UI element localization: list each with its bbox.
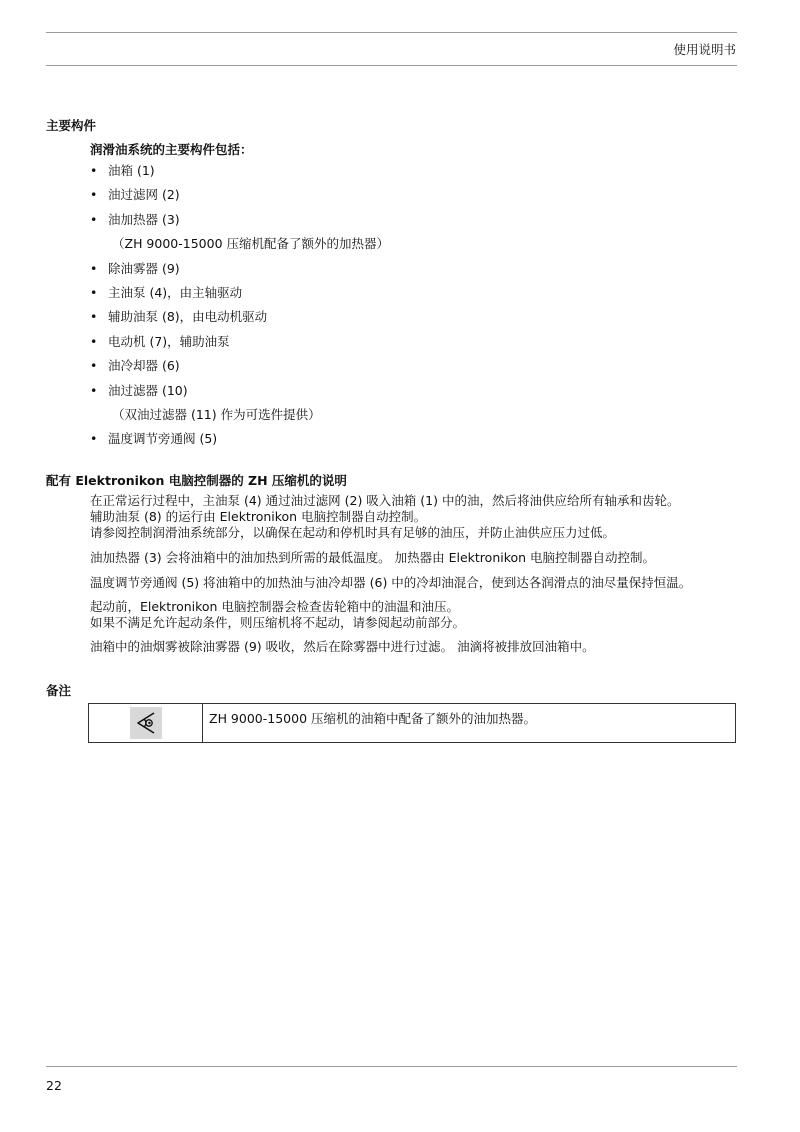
list-item (90, 213, 389, 237)
paragraph-line: 油加热器 (3) 会将油箱中的油加热到所需的最低温度。 加热器由 Elektronikon 电脑控制器自动控制。 (90, 550, 656, 565)
bullet-icon: • (90, 309, 98, 325)
paragraph-oil-mist (90, 639, 595, 655)
paragraph-before-start (90, 599, 465, 631)
list-item-text: 除油雾器 (9) (108, 260, 180, 276)
list-item-text: 油箱 (1) (108, 163, 155, 178)
list-item-text: （ZH 9000-15000 压缩机配备了额外的加热器） (112, 236, 389, 252)
bullet-icon: • (90, 382, 98, 398)
paragraph-normal-operation (90, 493, 679, 541)
footer-rule (46, 1066, 737, 1067)
list-item (90, 310, 389, 334)
list-item (90, 359, 389, 383)
paragraph-line: 油箱中的油烟雾被除油雾器 (9) 吸收，然后在除雾器中进行过滤。 油滴将被排放回油箱中。 (90, 639, 595, 654)
list-item-text: 油过滤网 (2) (108, 187, 180, 203)
list-item-note (90, 408, 389, 432)
list-item (90, 335, 389, 359)
bullet-icon: • (90, 187, 98, 203)
paragraph-line: 在正常运行过程中，主油泵 (4) 通过油过滤网 (2) 吸入油箱 (1) 中的油，然后将油供应给所有轴承和齿轮。 (90, 493, 680, 508)
paragraph-line: 辅助油泵 (8) 的运行由 Elektronikon 电脑控制器自动控制。 (90, 509, 427, 524)
paragraph-oil-heater (90, 550, 655, 566)
paragraph-line: 温度调节旁通阀 (5) 将油箱中的加热油与油冷却器 (6) 中的冷却油混合，使到达各润滑点的油尽量保持恒温。 (90, 575, 692, 590)
paragraph-line: 请参阅控制润滑油系统部分，以确保在起动和停机时具有足够的油压，并防止油供应压力过低。 (90, 525, 616, 540)
bullet-icon: • (90, 211, 98, 227)
list-item-text: 温度调节旁通阀 (5) (108, 431, 218, 447)
list-item-text: 油加热器 (3) (108, 211, 180, 227)
header-rule-top (46, 32, 737, 33)
list-item-text: 油冷却器 (6) (108, 358, 180, 374)
list-item-text: 油过滤器 (10) (108, 382, 188, 398)
section-title-main-components: 主要构件 (46, 118, 97, 133)
section-title-description: 配有 Elektronikon 电脑控制器的 ZH 压缩机的说明 (46, 473, 347, 488)
bullet-icon: • (90, 358, 98, 374)
list-item (90, 164, 389, 188)
section-title-notes: 备注 (46, 683, 72, 698)
note-text: ZH 9000-15000 压缩机的油箱中配备了额外的油加热器。 (209, 711, 536, 726)
list-item-text: 电动机 (7)，辅助油泵 (108, 333, 230, 349)
paragraph-line: 如果不满足允许起动条件，则压缩机将不起动，请参阅起动前部分。 (90, 615, 466, 630)
components-list (90, 164, 389, 457)
document-title: 使用说明书 (673, 42, 736, 57)
list-item (90, 262, 389, 286)
bullet-icon: • (90, 431, 98, 447)
paragraph-bypass-valve (90, 575, 691, 591)
list-item (90, 432, 389, 456)
list-item-text: （双油过滤器 (11) 作为可选件提供） (112, 406, 321, 422)
note-table (88, 703, 736, 743)
bullet-icon: • (90, 260, 98, 276)
page-number: 22 (46, 1078, 62, 1093)
list-item (90, 188, 389, 212)
bullet-icon: • (90, 333, 98, 349)
eye-icon (130, 707, 162, 739)
components-intro: 润滑油系统的主要构件包括： (90, 142, 253, 157)
list-item (90, 286, 389, 310)
list-item (90, 384, 389, 408)
list-item-note (90, 237, 389, 261)
header-rule-bottom (46, 65, 737, 66)
bullet-icon: • (90, 163, 98, 178)
bullet-icon: • (90, 284, 98, 300)
list-item-text: 辅助油泵 (8)，由电动机驱动 (108, 309, 268, 325)
paragraph-line: 起动前，Elektronikon 电脑控制器会检查齿轮箱中的油温和油压。 (90, 599, 459, 614)
note-icon-cell (89, 704, 203, 742)
list-item-text: 主油泵 (4)，由主轴驱动 (108, 284, 243, 300)
